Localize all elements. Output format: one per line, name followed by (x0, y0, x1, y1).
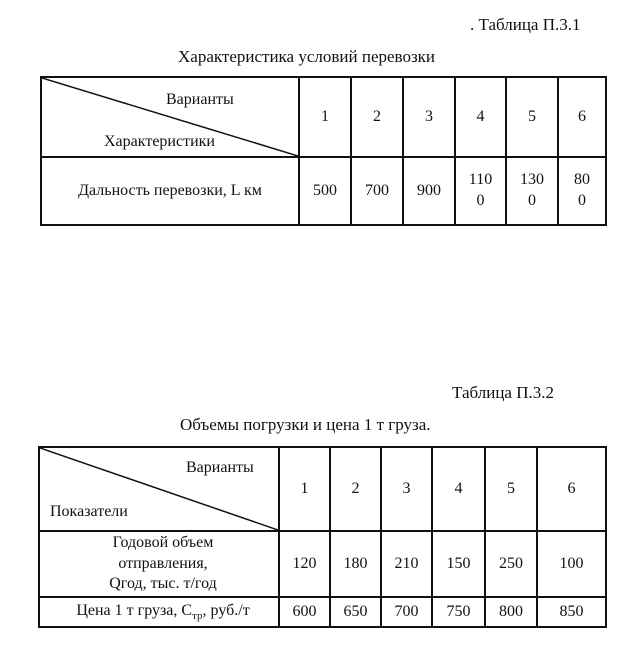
table2-value-cell: 100 (537, 531, 606, 597)
table1-value-cell (299, 157, 351, 225)
table1-distance-row (41, 157, 606, 225)
table2-variant-header: 3 (381, 447, 432, 531)
table2-value-cell: 180 (330, 531, 381, 597)
table1-value: 900 (417, 181, 441, 199)
table2-variant-header: 4 (432, 447, 485, 531)
table1-value-cell (351, 157, 403, 225)
table1-variant-header: 4 (455, 77, 506, 157)
table1-variant-header: 3 (403, 77, 455, 157)
table2-value-cell: 210 (381, 531, 432, 597)
table2-row-label-price (39, 597, 279, 627)
table1-value-cell (506, 157, 558, 225)
table2-row-label-line: отправления, (118, 554, 208, 572)
table2-corner-variants: Варианты (186, 459, 254, 476)
table1-value-line2: 0 (528, 192, 536, 209)
table1-variant-header: 5 (506, 77, 558, 157)
table2-volume-row (39, 531, 606, 597)
table1-value-line1: 130 (520, 171, 544, 189)
table1-variant-header: 6 (558, 77, 606, 157)
table1-value-line1: 110 (468, 171, 493, 189)
table1-corner-cell (41, 77, 299, 157)
table2-number: Таблица П.3.2 (452, 383, 554, 402)
table1-value-line1: 80 (574, 171, 590, 189)
table1-value: 500 (313, 181, 337, 199)
table1-title: Характеристика условий перевозки (178, 47, 436, 66)
table1-variant-header: 2 (351, 77, 403, 157)
table1-corner-variants: Варианты (166, 91, 234, 108)
table2-title: Объемы погрузки и цена 1 т груза. (180, 415, 431, 434)
table2-price-label: Цена 1 т груза, С (76, 601, 193, 619)
table2-row-label-volume (39, 531, 279, 597)
table2-value-cell: 850 (537, 597, 606, 627)
table2-value-cell: 250 (485, 531, 537, 597)
table1-value: 700 (365, 181, 389, 199)
table1-value-cell (455, 157, 506, 225)
table1-header-row (41, 77, 606, 157)
table2-value-cell: 120 (279, 531, 330, 597)
table1-value-line2: 0 (476, 192, 485, 209)
table2-value-cell: 700 (381, 597, 432, 627)
table1-value-cell (558, 157, 606, 225)
table2-variant-header: 1 (279, 447, 330, 531)
table2-header-row (39, 447, 606, 531)
table2-row-label-line: Годовой объем (112, 533, 214, 551)
table2-variant-header: 6 (537, 447, 606, 531)
table2-price-row (39, 597, 606, 627)
table1 (40, 76, 607, 226)
table2-price-label-subscript: тр (192, 609, 203, 622)
table1-value-cell (403, 157, 455, 225)
table2-value-cell: 600 (279, 597, 330, 627)
table2 (38, 446, 607, 628)
table1-variant-header: 1 (299, 77, 351, 157)
table2-price-label-unit: , руб./т (202, 601, 250, 619)
table1-number: . Таблица П.3.1 (470, 15, 581, 34)
table2-row-label-line: Qгод, тыс. т/год (109, 575, 217, 593)
table2-variant-header: 2 (330, 447, 381, 531)
table1-value-line2: 0 (578, 192, 586, 209)
table2-corner-cell (39, 447, 279, 531)
table2-value-cell: 750 (432, 597, 485, 627)
table2-value-cell: 150 (432, 531, 485, 597)
table1-corner-characteristics: Характеристики (104, 133, 215, 150)
table2-corner-indicators: Показатели (50, 503, 128, 520)
table2-value-cell: 650 (330, 597, 381, 627)
table2-value-cell: 800 (485, 597, 537, 627)
table1-row-label: Дальность перевозки, L км (41, 157, 299, 225)
table2-variant-header: 5 (485, 447, 537, 531)
